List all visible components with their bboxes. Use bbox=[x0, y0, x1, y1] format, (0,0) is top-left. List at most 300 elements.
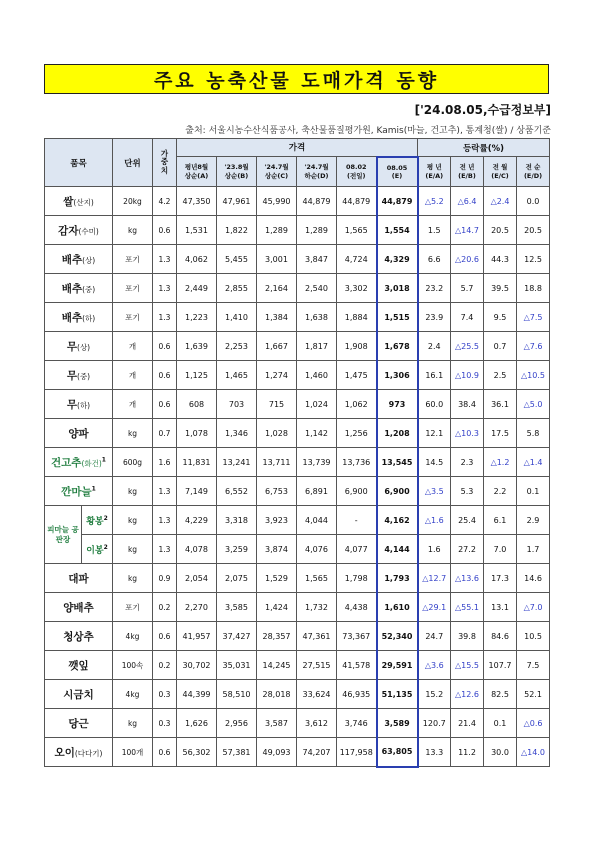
price-cell: 3,001 bbox=[257, 245, 297, 274]
price-cell: 1,531 bbox=[177, 216, 217, 245]
price-today-cell: 4,144 bbox=[377, 535, 418, 564]
price-cell: 3,923 bbox=[257, 506, 297, 535]
rate-cell: 120.7 bbox=[418, 709, 451, 738]
table-row bbox=[45, 419, 550, 448]
price-cell: 703 bbox=[217, 390, 257, 419]
item-grade: (중) bbox=[77, 371, 91, 381]
header-price-col-line1: 08.02 bbox=[345, 163, 367, 172]
item-name-text: 건고추 bbox=[51, 456, 82, 469]
header-rate-col-line2: (E/A) bbox=[425, 171, 444, 180]
item-name-text: 오이 bbox=[54, 746, 75, 759]
price-today-cell: 1,306 bbox=[377, 361, 418, 390]
rate-cell: 7.5 bbox=[517, 651, 550, 680]
rate-cell: 2.9 bbox=[517, 506, 550, 535]
price-cell: 11,831 bbox=[177, 448, 217, 477]
header-price-col bbox=[257, 157, 297, 187]
item-grade: (상) bbox=[77, 342, 91, 352]
price-cell: 3,874 bbox=[257, 535, 297, 564]
price-cell: 6,900 bbox=[337, 477, 377, 506]
price-today-cell: 44,879 bbox=[377, 187, 418, 216]
item-grade: (화건) bbox=[81, 458, 102, 468]
price-cell: 1,884 bbox=[337, 303, 377, 332]
price-cell: 2,270 bbox=[177, 593, 217, 622]
rate-cell: 11.2 bbox=[451, 738, 484, 767]
unit-cell: 4kg bbox=[113, 622, 153, 651]
rate-cell: 17.5 bbox=[484, 419, 517, 448]
unit-cell: 20kg bbox=[113, 187, 153, 216]
price-cell: 1,424 bbox=[257, 593, 297, 622]
item-name-text: 대파 bbox=[68, 572, 89, 585]
weight-cell: 0.6 bbox=[153, 216, 177, 245]
rate-cell: 9.5 bbox=[484, 303, 517, 332]
unit-cell: 포기 bbox=[113, 303, 153, 332]
price-today-cell: 52,340 bbox=[377, 622, 418, 651]
price-cell: 45,990 bbox=[257, 187, 297, 216]
weight-cell: 0.6 bbox=[153, 622, 177, 651]
item-name bbox=[45, 187, 113, 216]
rate-cell: 2.2 bbox=[484, 477, 517, 506]
header-weight: 가중치 bbox=[153, 139, 177, 187]
price-cell: 47,350 bbox=[177, 187, 217, 216]
weight-cell: 0.6 bbox=[153, 738, 177, 767]
rate-cell: △10.3 bbox=[451, 419, 484, 448]
price-cell: 1,223 bbox=[177, 303, 217, 332]
table-row bbox=[45, 216, 550, 245]
item-name bbox=[45, 738, 113, 767]
header-price-col-line2: 상순(C) bbox=[264, 171, 289, 180]
header-rate-col-line1: 전 월 bbox=[492, 163, 508, 172]
table-row bbox=[45, 448, 550, 477]
rate-cell: 36.1 bbox=[484, 390, 517, 419]
unit-cell: 100개 bbox=[113, 738, 153, 767]
price-cell: 74,207 bbox=[297, 738, 337, 767]
price-cell: 3,302 bbox=[337, 274, 377, 303]
header-price-col bbox=[217, 157, 257, 187]
garlic-group-label: 피마늘 공판장 bbox=[45, 506, 82, 564]
rate-cell: △20.6 bbox=[451, 245, 484, 274]
item-name-text: 무 bbox=[66, 369, 78, 382]
price-cell: 27,515 bbox=[297, 651, 337, 680]
rate-cell: △3.5 bbox=[418, 477, 451, 506]
rate-cell: △55.1 bbox=[451, 593, 484, 622]
price-today-cell: 4,162 bbox=[377, 506, 418, 535]
rate-cell: 0.1 bbox=[517, 477, 550, 506]
header-price-col bbox=[177, 157, 217, 187]
price-cell: 1,798 bbox=[337, 564, 377, 593]
weight-cell: 0.6 bbox=[153, 361, 177, 390]
rate-cell: 10.5 bbox=[517, 622, 550, 651]
rate-cell: 1.5 bbox=[418, 216, 451, 245]
header-price-col-line2: 상순(A) bbox=[184, 171, 209, 180]
price-cell: 1,346 bbox=[217, 419, 257, 448]
item-name-text: 배추 bbox=[61, 282, 83, 295]
price-cell: 13,711 bbox=[257, 448, 297, 477]
table-row bbox=[45, 187, 550, 216]
price-cell: 13,739 bbox=[297, 448, 337, 477]
unit-cell: 4kg bbox=[113, 680, 153, 709]
price-cell: 13,241 bbox=[217, 448, 257, 477]
header-price-col bbox=[297, 157, 337, 187]
table-row bbox=[45, 506, 550, 535]
price-cell: 4,438 bbox=[337, 593, 377, 622]
header-rate-col-line2: (E/D) bbox=[523, 171, 543, 180]
table-row bbox=[45, 564, 550, 593]
price-cell: 1,062 bbox=[337, 390, 377, 419]
rate-cell: 39.5 bbox=[484, 274, 517, 303]
rate-cell: 30.0 bbox=[484, 738, 517, 767]
header-rate-col-line2: (E/B) bbox=[458, 171, 476, 180]
page-title: 주요 농축산물 도매가격 동향 bbox=[153, 69, 440, 92]
item-name-text: 양배추 bbox=[63, 601, 94, 614]
unit-cell: 개 bbox=[113, 390, 153, 419]
price-cell: 37,427 bbox=[217, 622, 257, 651]
price-cell: 4,724 bbox=[337, 245, 377, 274]
rate-cell: 14.6 bbox=[517, 564, 550, 593]
header-rate-col bbox=[418, 157, 451, 187]
rate-cell: △1.4 bbox=[517, 448, 550, 477]
item-grade: (상) bbox=[82, 255, 96, 265]
rate-cell: 20.5 bbox=[484, 216, 517, 245]
price-today-cell: 51,135 bbox=[377, 680, 418, 709]
header-price-col-line1: '24.7월 bbox=[264, 163, 289, 172]
price-cell: 1,289 bbox=[257, 216, 297, 245]
price-cell: 3,847 bbox=[297, 245, 337, 274]
header-price-col bbox=[377, 157, 418, 187]
price-cell: - bbox=[337, 506, 377, 535]
price-cell: 1,908 bbox=[337, 332, 377, 361]
rate-cell: △7.5 bbox=[517, 303, 550, 332]
unit-cell: 포기 bbox=[113, 245, 153, 274]
table-row bbox=[45, 709, 550, 738]
price-cell: 28,357 bbox=[257, 622, 297, 651]
price-cell: 3,587 bbox=[257, 709, 297, 738]
price-cell: 1,565 bbox=[297, 564, 337, 593]
header-price-col-line2: (전일) bbox=[347, 171, 366, 180]
item-grade: (하) bbox=[82, 313, 96, 323]
item-footnote: 2 bbox=[103, 514, 108, 522]
weight-cell: 1.3 bbox=[153, 274, 177, 303]
weight-cell: 1.3 bbox=[153, 477, 177, 506]
unit-cell: 600g bbox=[113, 448, 153, 477]
unit-cell: kg bbox=[113, 564, 153, 593]
table-row bbox=[45, 361, 550, 390]
price-cell: 4,044 bbox=[297, 506, 337, 535]
rate-cell: △12.6 bbox=[451, 680, 484, 709]
rate-cell: 7.4 bbox=[451, 303, 484, 332]
item-name-text: 무 bbox=[66, 398, 78, 411]
rate-cell: 7.0 bbox=[484, 535, 517, 564]
price-cell: 3,746 bbox=[337, 709, 377, 738]
weight-cell: 1.3 bbox=[153, 245, 177, 274]
item-grade: (수미) bbox=[78, 226, 99, 236]
unit-cell: 개 bbox=[113, 361, 153, 390]
item-name-text: 감자 bbox=[58, 224, 79, 237]
weight-cell: 1.6 bbox=[153, 448, 177, 477]
item-name-text: 배추 bbox=[61, 311, 83, 324]
price-cell: 1,626 bbox=[177, 709, 217, 738]
table-row bbox=[45, 622, 550, 651]
rate-cell: △5.0 bbox=[517, 390, 550, 419]
price-cell: 47,361 bbox=[297, 622, 337, 651]
price-cell: 5,455 bbox=[217, 245, 257, 274]
rate-cell: △13.6 bbox=[451, 564, 484, 593]
item-name-text: 이봉 bbox=[86, 545, 104, 556]
rate-cell: 0.7 bbox=[484, 332, 517, 361]
price-cell: 3,585 bbox=[217, 593, 257, 622]
price-cell: 3,259 bbox=[217, 535, 257, 564]
price-cell: 1,465 bbox=[217, 361, 257, 390]
item-name bbox=[45, 593, 113, 622]
price-cell: 7,149 bbox=[177, 477, 217, 506]
unit-cell: 포기 bbox=[113, 274, 153, 303]
weight-cell: 1.3 bbox=[153, 303, 177, 332]
price-cell: 2,956 bbox=[217, 709, 257, 738]
price-today-cell: 973 bbox=[377, 390, 418, 419]
header-price-col-line1: 08.05 bbox=[386, 163, 408, 172]
price-cell: 1,384 bbox=[257, 303, 297, 332]
price-cell: 44,879 bbox=[337, 187, 377, 216]
price-today-cell: 3,589 bbox=[377, 709, 418, 738]
unit-cell: 100속 bbox=[113, 651, 153, 680]
rate-cell: 1.6 bbox=[418, 535, 451, 564]
price-cell: 1,256 bbox=[337, 419, 377, 448]
table-row bbox=[45, 245, 550, 274]
price-cell: 28,018 bbox=[257, 680, 297, 709]
rate-cell: △2.4 bbox=[484, 187, 517, 216]
price-today-cell: 13,545 bbox=[377, 448, 418, 477]
price-cell: 1,125 bbox=[177, 361, 217, 390]
table-row bbox=[45, 303, 550, 332]
price-cell: 49,093 bbox=[257, 738, 297, 767]
item-grade: (다다기) bbox=[74, 748, 103, 758]
date-label: ['24.08.05,수급정보부] bbox=[414, 103, 551, 117]
price-cell: 1,289 bbox=[297, 216, 337, 245]
item-name bbox=[45, 274, 113, 303]
header-price-col-line2: 상순(B) bbox=[224, 171, 249, 180]
weight-cell: 0.2 bbox=[153, 651, 177, 680]
price-today-cell: 6,900 bbox=[377, 477, 418, 506]
table-row bbox=[45, 332, 550, 361]
rate-cell: 6.1 bbox=[484, 506, 517, 535]
rate-cell: △0.6 bbox=[517, 709, 550, 738]
item-grade: (중) bbox=[82, 284, 96, 294]
header-rate-col-line1: 전 순 bbox=[525, 163, 541, 172]
price-cell: 13,736 bbox=[337, 448, 377, 477]
price-cell: 56,302 bbox=[177, 738, 217, 767]
unit-cell: kg bbox=[113, 506, 153, 535]
price-cell: 46,935 bbox=[337, 680, 377, 709]
table-row bbox=[45, 477, 550, 506]
item-name bbox=[45, 303, 113, 332]
rate-cell: △10.9 bbox=[451, 361, 484, 390]
rate-cell: △15.5 bbox=[451, 651, 484, 680]
unit-cell: kg bbox=[113, 535, 153, 564]
unit-cell: kg bbox=[113, 419, 153, 448]
unit-cell: 개 bbox=[113, 332, 153, 361]
weight-cell: 0.3 bbox=[153, 709, 177, 738]
weight-cell: 0.6 bbox=[153, 390, 177, 419]
table-row bbox=[45, 680, 550, 709]
item-footnote: 1 bbox=[91, 485, 96, 492]
item-name bbox=[45, 216, 113, 245]
item-name bbox=[45, 419, 113, 448]
price-cell: 14,245 bbox=[257, 651, 297, 680]
price-cell: 1,028 bbox=[257, 419, 297, 448]
table-row bbox=[45, 274, 550, 303]
weight-cell: 0.7 bbox=[153, 419, 177, 448]
price-cell: 1,475 bbox=[337, 361, 377, 390]
price-today-cell: 1,554 bbox=[377, 216, 418, 245]
price-cell: 1,822 bbox=[217, 216, 257, 245]
table-row bbox=[45, 390, 550, 419]
price-table bbox=[44, 138, 550, 768]
rate-cell: 6.6 bbox=[418, 245, 451, 274]
weight-cell: 0.2 bbox=[153, 593, 177, 622]
title-banner bbox=[44, 64, 549, 94]
weight-cell: 1.3 bbox=[153, 535, 177, 564]
price-cell: 1,410 bbox=[217, 303, 257, 332]
item-name-text: 시금치 bbox=[63, 688, 94, 701]
price-cell: 2,855 bbox=[217, 274, 257, 303]
rate-cell: 15.2 bbox=[418, 680, 451, 709]
rate-cell: 14.5 bbox=[418, 448, 451, 477]
rate-cell: △14.7 bbox=[451, 216, 484, 245]
unit-cell: kg bbox=[113, 216, 153, 245]
price-cell: 33,624 bbox=[297, 680, 337, 709]
item-name bbox=[45, 477, 113, 506]
header-price-col bbox=[337, 157, 377, 187]
item-name bbox=[82, 506, 113, 535]
unit-cell: kg bbox=[113, 477, 153, 506]
rate-cell: 20.5 bbox=[517, 216, 550, 245]
item-name bbox=[45, 622, 113, 651]
weight-cell: 1.3 bbox=[153, 506, 177, 535]
item-name bbox=[45, 651, 113, 680]
price-cell: 2,054 bbox=[177, 564, 217, 593]
rate-cell: △6.4 bbox=[451, 187, 484, 216]
header-price-col-line1: '23.8월 bbox=[224, 163, 249, 172]
item-footnote: 1 bbox=[101, 456, 106, 463]
rate-cell: 18.8 bbox=[517, 274, 550, 303]
rate-cell: 84.6 bbox=[484, 622, 517, 651]
item-name bbox=[45, 564, 113, 593]
price-cell: 1,639 bbox=[177, 332, 217, 361]
price-today-cell: 63,805 bbox=[377, 738, 418, 767]
price-today-cell: 4,329 bbox=[377, 245, 418, 274]
price-cell: 3,612 bbox=[297, 709, 337, 738]
item-name bbox=[45, 245, 113, 274]
item-name bbox=[45, 709, 113, 738]
rate-cell: △5.2 bbox=[418, 187, 451, 216]
header-price-col-line1: '24.7월 bbox=[304, 163, 329, 172]
price-cell: 1,638 bbox=[297, 303, 337, 332]
price-cell: 47,961 bbox=[217, 187, 257, 216]
rate-cell: △12.7 bbox=[418, 564, 451, 593]
header-price: 가격 bbox=[177, 139, 418, 157]
rate-cell: 0.0 bbox=[517, 187, 550, 216]
rate-cell: 39.8 bbox=[451, 622, 484, 651]
price-cell: 57,381 bbox=[217, 738, 257, 767]
price-cell: 1,024 bbox=[297, 390, 337, 419]
price-cell: 6,891 bbox=[297, 477, 337, 506]
item-name bbox=[45, 332, 113, 361]
rate-cell: 13.3 bbox=[418, 738, 451, 767]
price-cell: 715 bbox=[257, 390, 297, 419]
item-name-text: 쌀 bbox=[63, 195, 74, 208]
rate-cell: △7.6 bbox=[517, 332, 550, 361]
item-name bbox=[82, 535, 113, 564]
price-cell: 1,667 bbox=[257, 332, 297, 361]
unit-cell: kg bbox=[113, 709, 153, 738]
price-cell: 4,076 bbox=[297, 535, 337, 564]
header-rate-col-line2: (E/C) bbox=[491, 171, 509, 180]
header-price-col-line2: (E) bbox=[391, 171, 403, 180]
item-name bbox=[45, 448, 113, 477]
price-cell: 608 bbox=[177, 390, 217, 419]
weight-cell: 0.3 bbox=[153, 680, 177, 709]
price-cell: 30,702 bbox=[177, 651, 217, 680]
item-name-text: 양파 bbox=[68, 427, 89, 440]
rate-cell: 60.0 bbox=[418, 390, 451, 419]
price-today-cell: 1,515 bbox=[377, 303, 418, 332]
rate-cell: 23.2 bbox=[418, 274, 451, 303]
weight-cell: 0.6 bbox=[153, 332, 177, 361]
weight-cell: 4.2 bbox=[153, 187, 177, 216]
header-rate-col-line1: 평 년 bbox=[426, 163, 442, 172]
price-cell: 2,540 bbox=[297, 274, 337, 303]
rate-cell: 5.3 bbox=[451, 477, 484, 506]
header-unit: 단위 bbox=[113, 139, 153, 187]
header-rate-col bbox=[484, 157, 517, 187]
header-rate-col bbox=[517, 157, 550, 187]
price-cell: 1,460 bbox=[297, 361, 337, 390]
rate-cell: △3.6 bbox=[418, 651, 451, 680]
rate-cell: 1.7 bbox=[517, 535, 550, 564]
price-cell: 4,077 bbox=[337, 535, 377, 564]
header-price-col-line1: 평년8월 bbox=[184, 163, 209, 172]
rate-cell: 38.4 bbox=[451, 390, 484, 419]
price-cell: 2,164 bbox=[257, 274, 297, 303]
price-cell: 4,062 bbox=[177, 245, 217, 274]
table-row bbox=[45, 535, 550, 564]
rate-cell: 12.5 bbox=[517, 245, 550, 274]
rate-cell: △1.6 bbox=[418, 506, 451, 535]
item-name-text: 황봉 bbox=[86, 516, 104, 527]
price-cell: 2,075 bbox=[217, 564, 257, 593]
rate-cell: 17.3 bbox=[484, 564, 517, 593]
rate-cell: △25.5 bbox=[451, 332, 484, 361]
rate-cell: 27.2 bbox=[451, 535, 484, 564]
item-name-text: 청상추 bbox=[63, 630, 94, 643]
table-row bbox=[45, 651, 550, 680]
item-name-text: 깻잎 bbox=[68, 659, 89, 672]
rate-cell: 23.9 bbox=[418, 303, 451, 332]
rate-cell: 82.5 bbox=[484, 680, 517, 709]
item-name-text: 무 bbox=[66, 340, 78, 353]
rate-cell: 107.7 bbox=[484, 651, 517, 680]
item-footnote: 2 bbox=[103, 543, 108, 551]
rate-cell: 5.7 bbox=[451, 274, 484, 303]
item-name bbox=[45, 680, 113, 709]
price-cell: 41,578 bbox=[337, 651, 377, 680]
rate-cell: 24.7 bbox=[418, 622, 451, 651]
table-row bbox=[45, 738, 550, 767]
unit-cell: 포기 bbox=[113, 593, 153, 622]
price-cell: 1,732 bbox=[297, 593, 337, 622]
rate-cell: 25.4 bbox=[451, 506, 484, 535]
header-rate-col bbox=[451, 157, 484, 187]
price-cell: 2,449 bbox=[177, 274, 217, 303]
